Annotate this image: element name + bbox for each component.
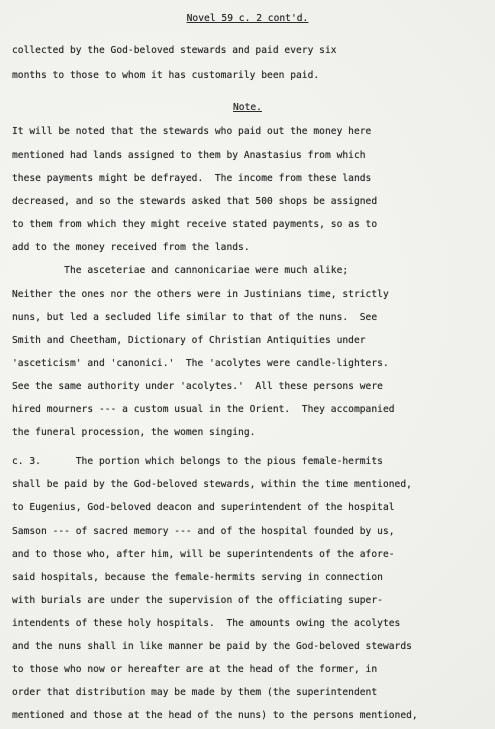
- text-line: to Eugenius, God-beloved deacon and superintendent of the hospital: [12, 502, 395, 513]
- text-line: hired mourners --- a custom usual in the Orient. They accompanied: [12, 404, 395, 415]
- text-line: mentioned had lands assigned to them by Anastasius from which: [12, 150, 366, 161]
- text-line: decreased, and so the stewards asked that 500 shops be assigned: [12, 196, 378, 207]
- text-line: 'asceticism' and 'canonici.' The 'acolytes were candle-lighters.: [12, 358, 389, 369]
- text-line: to them from which they might receive stated payments, so as to: [12, 219, 378, 230]
- text-line: See the same authority under 'acolytes.' All these persons were: [12, 381, 383, 392]
- text-line: nuns, but led a secluded life similar to that of the nuns. See: [12, 312, 378, 323]
- page-header: Novel 59 c. 2 cont'd.: [186, 13, 309, 24]
- text-line: c. 3. The portion which belongs to the pious female-hermits: [12, 456, 383, 467]
- text-line: shall be paid by the God-beloved stewards, within the time mentioned,: [12, 479, 412, 490]
- text-line: months to those to whom it has customarily been paid.: [12, 70, 320, 81]
- text-line: with burials are under the supervision of the officiating super-: [12, 595, 383, 606]
- text-line: order that distribution may be made by them (the superintendent: [12, 687, 378, 698]
- text-line: and to those who, after him, will be superintendents of the afore-: [12, 549, 395, 560]
- note-heading: Note.: [233, 102, 262, 113]
- text-line: intendents of these holy hospitals. The amounts owing the acolytes: [12, 618, 401, 629]
- text-line: It will be noted that the stewards who paid out the money here: [12, 126, 372, 137]
- text-line: Smith and Cheetham, Dictionary of Christian Antiquities under: [12, 335, 366, 346]
- text-line: and the nuns shall in like manner be paid by the God-beloved stewards: [12, 641, 412, 652]
- text-line: said hospitals, because the female-hermits serving in connection: [12, 572, 383, 583]
- text-line: Neither the ones nor the others were in Justinians time, strictly: [12, 289, 389, 300]
- text-line: add to the money received from the lands.: [12, 242, 250, 253]
- text-line: these payments might be defrayed. The income from these lands: [12, 173, 372, 184]
- text-line: mentioned and those at the head of the nuns) to the persons mentioned,: [12, 710, 418, 721]
- text-line: collected by the God-beloved stewards and paid every six: [12, 45, 337, 56]
- text-line: to those who now or hereafter are at the head of the former, in: [12, 664, 378, 675]
- text-line: Samson --- of sacred memory --- and of the hospital founded by us,: [12, 526, 395, 537]
- text-line: the funeral procession, the women singing.: [12, 427, 256, 438]
- text-line: The asceteriae and cannonicariae were much alike;: [12, 265, 349, 276]
